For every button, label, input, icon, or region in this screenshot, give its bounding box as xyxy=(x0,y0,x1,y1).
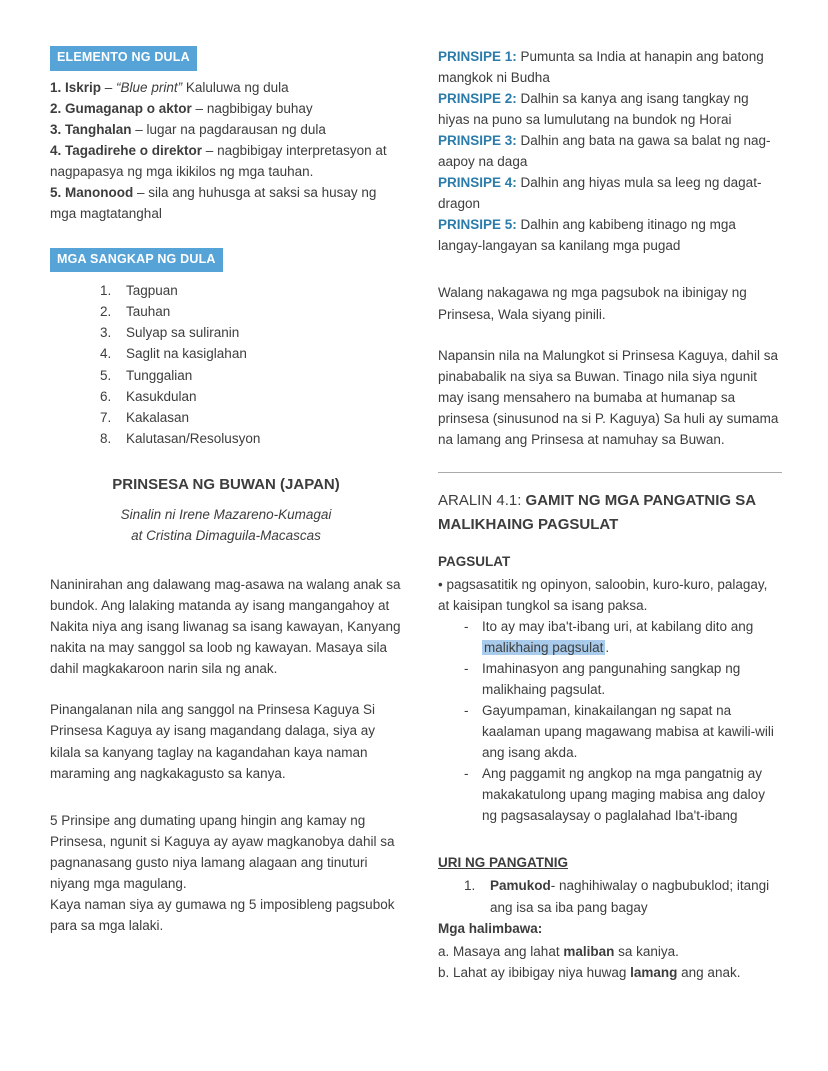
list-text: Sulyap sa suliranin xyxy=(126,325,240,341)
story-paragraph-1: Naninirahan ang dalawang mag-asawa na walang anak sa bundok. Ang lalaking matanda ay isang mangangahoy at Nakita niya ang isang liwanag sa isang kawayan, Kanyang nakita na may sanggol sa loob ng kawayan. Masaya sila dahil magkakaroon narin sila ng anak. xyxy=(50,577,401,677)
elemento-item-5 xyxy=(50,182,402,224)
prinsipe-item-1 xyxy=(438,46,782,88)
list-item xyxy=(100,322,402,343)
section-divider xyxy=(438,472,782,473)
dash-pre: Ang paggamit ng angkop na mga pangatnig ay makakatulong upang maging mabisa ang daloy ng pagsasalaysay o paglalahad Iba't-ibang xyxy=(482,766,765,824)
dash-marker: - xyxy=(464,661,469,677)
example-post: ang anak. xyxy=(677,964,741,980)
highlighted-text: malikhaing pagsulat xyxy=(484,639,604,655)
sangkap-list xyxy=(50,280,402,448)
list-item xyxy=(100,280,402,301)
item-dash: – xyxy=(101,79,117,95)
aralin-prefix: ARALIN 4.1: xyxy=(438,491,526,509)
list-text: Kalutasan/Resolusyon xyxy=(126,430,261,446)
item-italic: “Blue print” xyxy=(116,79,183,95)
prinsipe-label: PRINSIPE 3: xyxy=(438,133,517,149)
story-paragraph-5: Walang nakagawa ng mga pagsubok na ibinigay ng Prinsesa, Wala siyang pinili. xyxy=(438,285,747,322)
item-dash: – xyxy=(133,184,149,200)
dash-marker: - xyxy=(464,766,469,782)
item-tail: Kaluluwa ng dula xyxy=(182,79,289,95)
story-byline-2: at Cristina Dimaguila-Macascas xyxy=(131,528,321,544)
example-pre: b. Lahat ay ibibigay niya huwag xyxy=(438,964,631,980)
prinsipe-text: Pumunta sa India at hanapin ang batong mangkok ni Budha xyxy=(438,49,764,86)
prinsipe-item-4 xyxy=(438,172,782,214)
aralin-heading xyxy=(438,489,782,537)
item-lead: 5. Manonood xyxy=(50,184,134,200)
item-lead: 2. Gumaganap o aktor xyxy=(50,100,192,116)
example-bold: lamang xyxy=(630,964,678,980)
list-text: Kasukdulan xyxy=(126,388,197,404)
list-item xyxy=(100,365,402,386)
example-post: sa kaniya. xyxy=(614,943,679,959)
uri-definition: - naghihiwalay o nagbubuklod; itangi ang isa sa iba pang bagay xyxy=(490,878,770,915)
list-number: 5. xyxy=(100,367,112,383)
dash-text xyxy=(482,616,782,658)
uri-ng-pangatnig-section xyxy=(438,852,782,982)
list-item xyxy=(100,407,402,428)
dash-marker: - xyxy=(464,703,469,719)
section-heading-sangkap: MGA SANGKAP NG DULA xyxy=(50,248,223,273)
list-text: Tagpuan xyxy=(126,283,178,299)
dash-post: . xyxy=(605,639,610,655)
item-lead: 4. Tagadirehe o direktor xyxy=(50,142,203,158)
story-paragraph-2: Pinangalanan nila ang sanggol na Prinsesa Kaguya Si Prinsesa Kaguya ay isang magandang dalaga, siya ay kilala sa kanyang taglay na kagandahan kaya naman maraming ang nagkakagusto sa kanya. xyxy=(50,702,375,781)
list-item xyxy=(100,343,402,364)
dash-text xyxy=(482,700,782,763)
uri-item-text xyxy=(490,875,782,917)
list-number: 7. xyxy=(100,409,112,425)
list-text: Tunggalian xyxy=(126,367,193,383)
elemento-item-3 xyxy=(50,119,402,140)
prinsipe-label: PRINSIPE 5: xyxy=(438,217,517,233)
dash-item-1 xyxy=(464,616,782,658)
uri-item-1 xyxy=(464,875,782,917)
example-bold: maliban xyxy=(563,943,615,959)
uri-term: Pamukod xyxy=(490,878,551,894)
prinsipe-text: Dalhin ang bata na gawa sa balat ng nag-aapoy na daga xyxy=(438,133,771,170)
pagsulat-bullet: • pagsasatitik ng opinyon, saloobin, kuro-kuro, palagay, at kaisipan tungkol sa isang paksa. xyxy=(438,576,768,613)
dash-item-2 xyxy=(464,658,782,700)
right-column xyxy=(438,46,782,983)
list-number: 3. xyxy=(100,325,112,341)
item-lead: 1. Iskrip xyxy=(50,79,102,95)
story-paragraph-6: Napansin nila na Malungkot si Prinsesa Kaguya, dahil sa pinababalik na siya sa Buwan. Tinago nila siya ngunit may isang mensahero na bumaba at humanap sa prinsesa (sinusunod na si P. Kaguya) Sa huli ay sumama na lamang ang Prinsesa at namuhay sa Buwan. xyxy=(438,347,779,447)
section-heading-elemento: ELEMENTO NG DULA xyxy=(50,46,197,71)
prinsipe-item-5 xyxy=(438,214,782,256)
story-byline-1: Sinalin ni Irene Mazareno-Kumagai xyxy=(120,507,332,523)
prinsipe-label: PRINSIPE 1: xyxy=(438,49,517,64)
section-elemento-ng-dula xyxy=(50,46,402,224)
example-b xyxy=(438,962,782,983)
item-dash: – xyxy=(131,121,147,137)
prinsipe-text: Dalhin ang hiyas mula sa leeg ng dagat-dragon xyxy=(438,175,762,212)
elemento-item-4 xyxy=(50,140,402,182)
halimbawa-heading: Mga halimbawa: xyxy=(438,920,543,936)
list-item xyxy=(100,386,402,407)
aralin-title: GAMIT NG MGA PANGATNIG SA MALIKHAING PAGSULAT xyxy=(438,491,756,533)
prinsipe-text: Dalhin ang kabibeng itinago ng mga langay-langayan sa kanilang mga pugad xyxy=(438,217,736,254)
list-text: Tauhan xyxy=(126,304,171,320)
pagsulat-heading: PAGSULAT xyxy=(438,553,511,569)
list-number: 6. xyxy=(100,388,112,404)
prinsipe-item-2 xyxy=(438,88,782,130)
item-tail: nagbibigay buhay xyxy=(206,100,313,116)
elemento-item-2 xyxy=(50,98,402,119)
list-number: 1. xyxy=(464,878,476,894)
item-tail: lugar na pagdarausan ng dula xyxy=(146,121,326,137)
list-item xyxy=(100,428,402,449)
item-dash: – xyxy=(191,100,207,116)
item-tail: nagbibigay interpretasyon at nagpapasya ng mga ikikilos ng mga tauhan. xyxy=(50,142,387,179)
story-paragraph-3: 5 Prinsipe ang dumating upang hingin ang kamay ng Prinsesa, ngunit si Kaguya ay ayaw magkanobya dahil sa pagnanasang gusto niya lamang alagaan ang tinuturi niyang mga magulang. xyxy=(50,812,395,891)
list-number: 4. xyxy=(100,346,112,362)
pagsulat-dash-list xyxy=(464,616,782,826)
example-a xyxy=(438,941,782,962)
prinsipe-text: Dalhin sa kanya ang isang tangkay ng hiyas na puno sa lumulutang na bundok ng Horai xyxy=(438,91,749,128)
list-text: Saglit na kasiglahan xyxy=(126,346,247,362)
dash-marker: - xyxy=(464,618,469,634)
item-dash: – xyxy=(202,142,218,158)
dash-pre: Gayumpaman, kinakailangan ng sapat na kaalaman upang magawang mabisa at kawili-wili ang isang akda. xyxy=(482,703,774,761)
dash-pre: Ito ay may iba't-ibang uri, at kabilang dito ang xyxy=(482,618,754,634)
uri-heading: URI NG PANGATNIG xyxy=(438,855,568,871)
dash-text xyxy=(482,658,782,700)
dash-item-4 xyxy=(464,763,782,826)
dash-item-3 xyxy=(464,700,782,763)
item-lead: 3. Tanghalan xyxy=(50,121,132,137)
story-title: PRINSESA NG BUWAN (JAPAN) xyxy=(112,475,340,493)
list-number: 1. xyxy=(100,283,112,299)
item-tail: sila ang huhusga at saksi sa husay ng mga magtatanghal xyxy=(50,184,377,221)
dash-pre: Imahinasyon ang pangunahing sangkap ng malikhaing pagsulat. xyxy=(482,661,741,698)
prinsipe-label: PRINSIPE 4: xyxy=(438,175,517,191)
example-pre: a. Masaya ang lahat xyxy=(438,943,564,959)
left-column xyxy=(50,46,402,983)
list-item xyxy=(100,301,402,322)
prinsipe-item-3 xyxy=(438,130,782,172)
section-mga-sangkap-ng-dula xyxy=(50,248,402,449)
dash-text xyxy=(482,763,782,826)
pagsulat-section xyxy=(438,551,782,827)
prinsipe-label: PRINSIPE 2: xyxy=(438,91,517,107)
story-section xyxy=(50,473,402,936)
list-text: Kakalasan xyxy=(126,409,190,425)
story-paragraph-4: Kaya naman siya ay gumawa ng 5 imposibleng pagsubok para sa mga lalaki. xyxy=(50,896,395,933)
list-number: 8. xyxy=(100,430,112,446)
prinsipe-list xyxy=(438,46,782,256)
elemento-item-1 xyxy=(50,77,402,98)
list-number: 2. xyxy=(100,304,112,320)
